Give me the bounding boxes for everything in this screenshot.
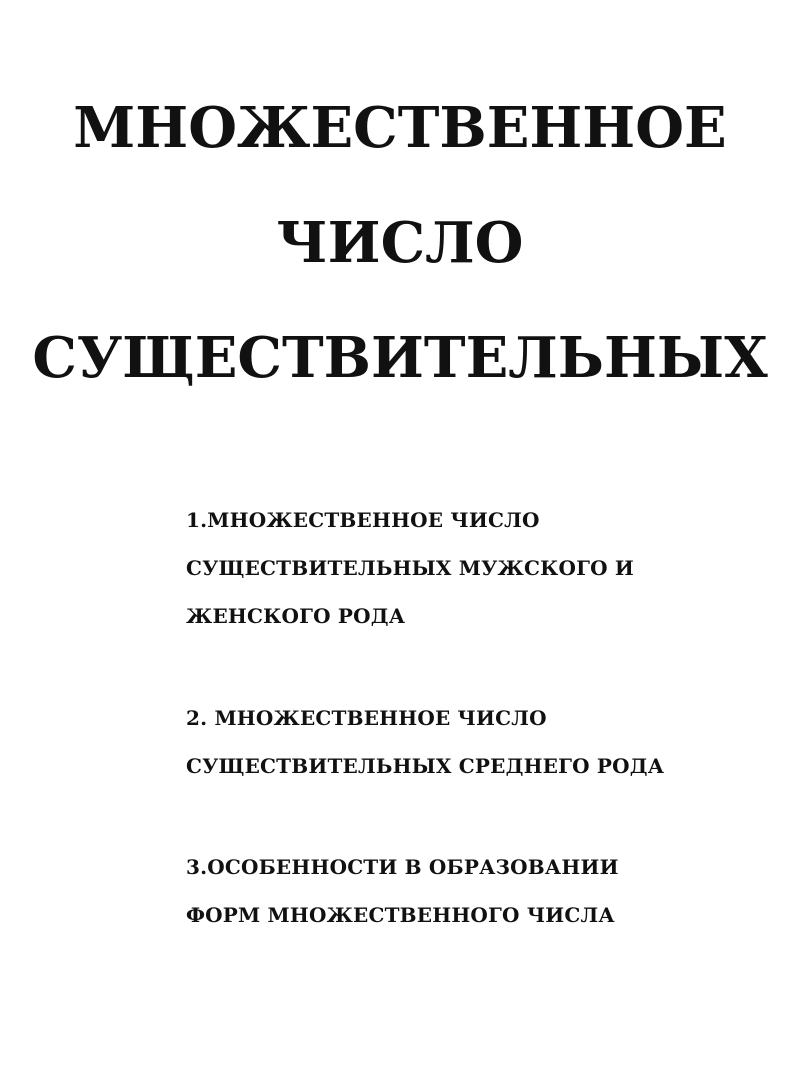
outline-item-1 — [186, 496, 776, 640]
outline-item-1-line-1: 1.МНОЖЕСТВЕННОЕ ЧИСЛО — [186, 508, 540, 532]
title-line-2: ЧИСЛО — [276, 210, 524, 276]
outline-item-2-line-2: СУЩЕСТВИТЕЛЬНЫХ СРЕДНЕГО РОДА — [186, 754, 665, 778]
outline-item-1-line-2: СУЩЕСТВИТЕЛЬНЫХ МУЖСКОГО И — [186, 556, 635, 580]
outline-item-3-line-1: 3.ОСОБЕННОСТИ В ОБРАЗОВАНИИ — [186, 855, 619, 879]
outline-item-2-line-1: 2. МНОЖЕСТВЕННОЕ ЧИСЛО — [186, 706, 547, 730]
outline-item-2 — [186, 694, 776, 790]
outline-item-3-line-2: ФОРМ МНОЖЕСТВЕННОГО ЧИСЛА — [186, 903, 615, 927]
title-line-1: МНОЖЕСТВЕННОЕ — [73, 95, 727, 161]
outline-item-3 — [186, 843, 776, 939]
title-line-3: СУЩЕСТВИТЕЛЬНЫХ — [32, 325, 768, 391]
outline-item-1-line-3: ЖЕНСКОГО РОДА — [186, 604, 406, 628]
